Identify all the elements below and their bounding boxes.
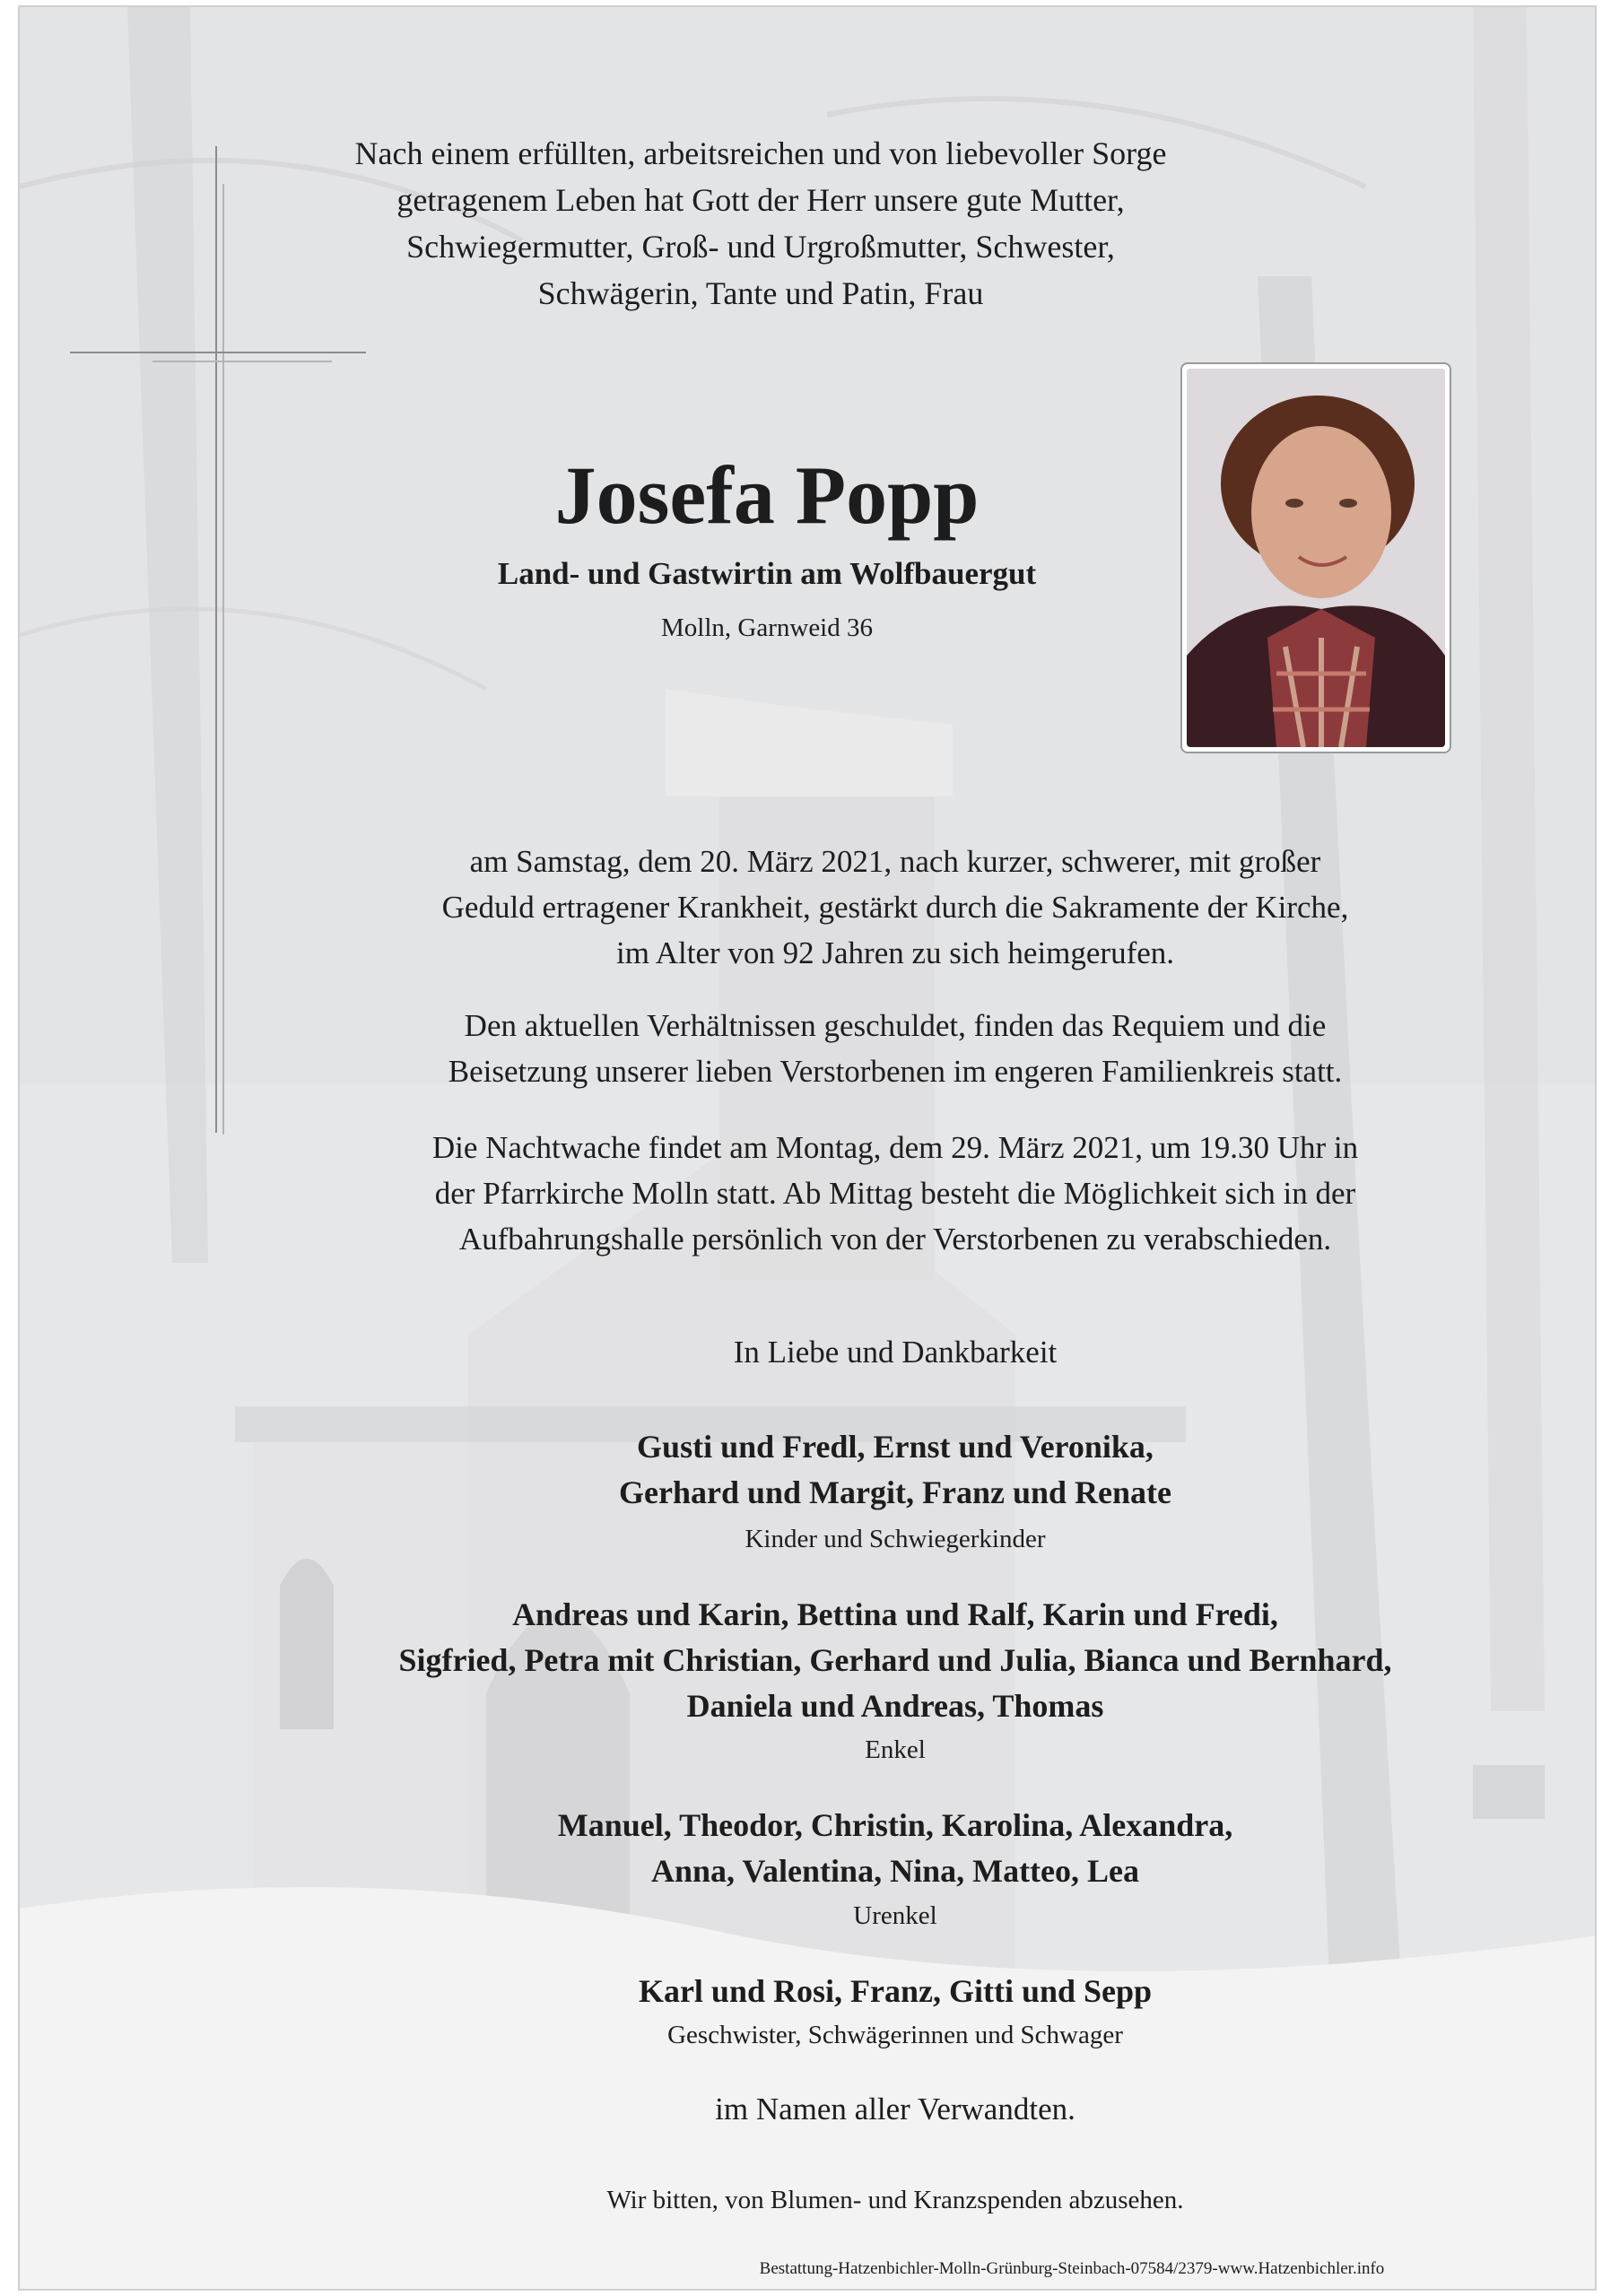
intro-line: Schwägerin, Tante und Patin, Frau	[537, 275, 984, 311]
family-line: Manuel, Theodor, Christin, Karolina, Alexandra,	[557, 1807, 1233, 1843]
text-line: Beisetzung unserer lieben Verstorbenen im engeren Familienkreis statt.	[448, 1054, 1343, 1089]
text-line: der Pfarrkirche Molln statt. Ab Mittag besteht die Möglichkeit sich in der	[434, 1176, 1356, 1211]
intro-line: getragenem Leben hat Gott der Herr unsere gute Mutter,	[396, 182, 1125, 218]
siblings-relation: Geschwister, Schwägerinnen und Schwager	[667, 2021, 1123, 2049]
deceased-address: Molln, Garnweid 36	[661, 613, 873, 642]
deceased-name: Josefa Popp	[554, 449, 980, 541]
great-grandchildren-relation: Urenkel	[853, 1901, 937, 1930]
text-line: im Alter von 92 Jahren zu sich heimgerufen.	[615, 935, 1175, 970]
deceased-occupation: Land- und Gastwirtin am Wolfbauergut	[497, 556, 1037, 591]
wake-info	[269, 1125, 1521, 1262]
on-behalf-text: im Namen aller Verwandten.	[715, 2092, 1075, 2126]
cross-horizontal-shadow-line	[152, 361, 332, 362]
siblings-names	[269, 1969, 1521, 2014]
text-line: Den aktuellen Verhältnissen geschuldet, finden das Requiem und die	[464, 1008, 1327, 1043]
family-line: Gusti und Fredl, Ernst und Veronika,	[637, 1429, 1154, 1465]
family-line: Sigfried, Petra mit Christian, Gerhard und Julia, Bianca und Bernhard,	[398, 1642, 1392, 1678]
children-names	[269, 1424, 1521, 1516]
family-line: Karl und Rosi, Franz, Gitti und Sepp	[638, 1973, 1153, 2009]
text-line: Aufbahrungshalle persönlich von der Verstorbenen zu verabschieden.	[458, 1222, 1332, 1257]
flower-request-text: Wir bitten, von Blumen- und Kranzspenden abzusehen.	[606, 2186, 1184, 2214]
family-line: Andreas und Karin, Bettina und Ralf, Karin und Fredi,	[512, 1596, 1278, 1632]
closing-phrase: In Liebe und Dankbarkeit	[733, 1335, 1058, 1370]
funeral-home-footer: Bestattung-Hatzenbichler-Molln-Grünburg-Steinbach-07584/2379-www.Hatzenbichler.info	[759, 2259, 1385, 2278]
intro-line: Nach einem erfüllten, arbeitsreichen und von liebevoller Sorge	[354, 135, 1167, 171]
cross-vertical-shadow-line	[222, 184, 224, 1135]
grandchildren-relation: Enkel	[865, 1735, 926, 1764]
text-line: Geduld ertragener Krankheit, gestärkt durch die Sakramente der Kirche,	[441, 890, 1349, 925]
portrait-image	[1187, 369, 1445, 747]
portrait-photo	[1180, 362, 1451, 753]
intro-line: Schwiegermutter, Groß- und Urgroßmutter, Schwester,	[406, 229, 1115, 265]
death-announcement	[269, 839, 1521, 976]
grandchildren-names	[269, 1592, 1521, 1729]
family-line: Gerhard und Margit, Franz und Renate	[619, 1474, 1171, 1510]
funeral-info	[269, 1003, 1521, 1094]
family-line: Daniela und Andreas, Thomas	[686, 1688, 1104, 1724]
text-line: Die Nachtwache findet am Montag, dem 29. März 2021, um 19.30 Uhr in	[431, 1130, 1359, 1165]
intro-text	[135, 130, 1387, 317]
great-grandchildren-names	[269, 1803, 1521, 1894]
family-line: Anna, Valentina, Nina, Matteo, Lea	[650, 1853, 1140, 1889]
text-line: am Samstag, dem 20. März 2021, nach kurzer, schwerer, mit großer	[469, 844, 1321, 879]
children-relation: Kinder und Schwiegerkinder	[745, 1525, 1046, 1553]
cross-horizontal-line	[70, 352, 366, 353]
